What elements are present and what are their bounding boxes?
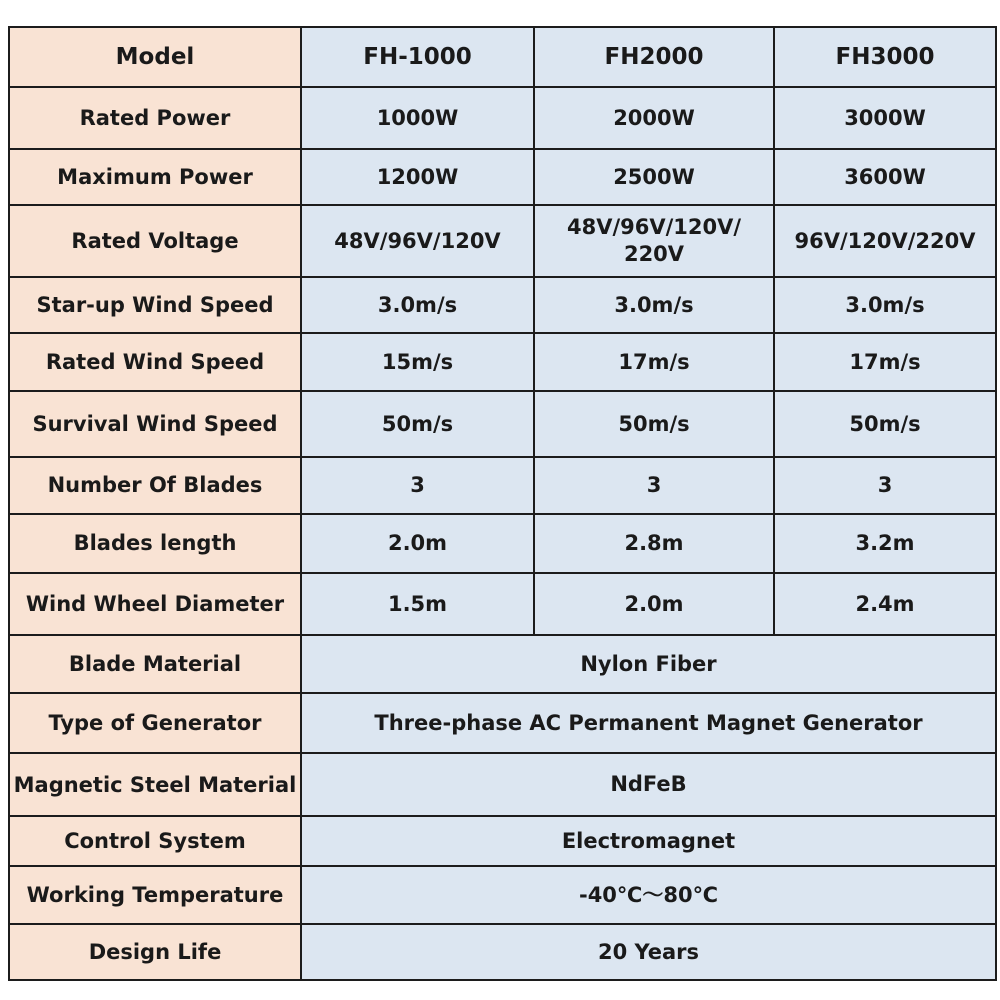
- table-row-rated-voltage: [9, 205, 996, 277]
- table-row-control-system: [9, 816, 996, 866]
- row-label: Rated Voltage: [9, 205, 301, 277]
- table-header-row: [9, 27, 996, 87]
- row-value-fh2000: 2500W: [534, 149, 774, 205]
- table-row-blades-length: [9, 514, 996, 573]
- row-label: Number Of Blades: [9, 457, 301, 514]
- table-row-number-of-blades: [9, 457, 996, 514]
- row-value-fh2000: 50m/s: [534, 391, 774, 457]
- row-value-fh2000: 17m/s: [534, 333, 774, 391]
- row-label: Design Life: [9, 924, 301, 980]
- row-label: Type of Generator: [9, 693, 301, 753]
- spec-table: [8, 26, 997, 981]
- row-value-fh1000: 1200W: [301, 149, 534, 205]
- row-value-merged: Electromagnet: [301, 816, 996, 866]
- row-label: Wind Wheel Diameter: [9, 573, 301, 635]
- table-row-survival-wind-speed: [9, 391, 996, 457]
- header-model-fh1000: FH-1000: [301, 27, 534, 87]
- row-label: Maximum Power: [9, 149, 301, 205]
- row-value-merged: Three-phase AC Permanent Magnet Generator: [301, 693, 996, 753]
- row-label: Working Temperature: [9, 866, 301, 924]
- row-label: Rated Wind Speed: [9, 333, 301, 391]
- row-value-fh1000: 1000W: [301, 87, 534, 149]
- header-model-fh3000: FH3000: [774, 27, 996, 87]
- row-value-fh2000: 3: [534, 457, 774, 514]
- row-value-fh3000: 3.0m/s: [774, 277, 996, 333]
- row-value-fh1000: 15m/s: [301, 333, 534, 391]
- header-model-fh2000: FH2000: [534, 27, 774, 87]
- row-value-merged: -40℃～80℃: [301, 866, 996, 924]
- row-label: Control System: [9, 816, 301, 866]
- row-label: Star-up Wind Speed: [9, 277, 301, 333]
- table-row-maximum-power: [9, 149, 996, 205]
- table-row-wind-wheel-diameter: [9, 573, 996, 635]
- row-value-fh3000: 3: [774, 457, 996, 514]
- spec-table-container: [8, 26, 997, 981]
- table-row-rated-power: [9, 87, 996, 149]
- row-value-fh3000: 50m/s: [774, 391, 996, 457]
- row-label: Magnetic Steel Material: [9, 753, 301, 816]
- row-value-fh3000: 96V/120V/220V: [774, 205, 996, 277]
- row-value-fh1000: 3.0m/s: [301, 277, 534, 333]
- row-label: Rated Power: [9, 87, 301, 149]
- row-value-fh3000: 2.4m: [774, 573, 996, 635]
- table-row-blade-material: [9, 635, 996, 693]
- row-value-fh3000: 3600W: [774, 149, 996, 205]
- table-row-magnetic-steel-material: [9, 753, 996, 816]
- row-value-fh1000: 2.0m: [301, 514, 534, 573]
- row-label: Blade Material: [9, 635, 301, 693]
- header-label-model: Model: [9, 27, 301, 87]
- table-row-startup-wind-speed: [9, 277, 996, 333]
- row-value-merged: NdFeB: [301, 753, 996, 816]
- row-value-merged: 20 Years: [301, 924, 996, 980]
- table-row-type-of-generator: [9, 693, 996, 753]
- row-value-merged: Nylon Fiber: [301, 635, 996, 693]
- row-value-fh1000: 1.5m: [301, 573, 534, 635]
- row-label: Survival Wind Speed: [9, 391, 301, 457]
- row-value-fh3000: 3.2m: [774, 514, 996, 573]
- table-row-rated-wind-speed: [9, 333, 996, 391]
- row-value-fh1000: 50m/s: [301, 391, 534, 457]
- table-row-working-temperature: [9, 866, 996, 924]
- row-value-fh3000: 17m/s: [774, 333, 996, 391]
- row-label: Blades length: [9, 514, 301, 573]
- row-value-fh3000: 3000W: [774, 87, 996, 149]
- row-value-fh1000: 3: [301, 457, 534, 514]
- row-value-fh2000: 2.0m: [534, 573, 774, 635]
- row-value-fh2000: 48V/96V/120V/ 220V: [534, 205, 774, 277]
- row-value-fh1000: 48V/96V/120V: [301, 205, 534, 277]
- row-value-fh2000: 2000W: [534, 87, 774, 149]
- row-value-fh2000: 2.8m: [534, 514, 774, 573]
- row-value-fh2000: 3.0m/s: [534, 277, 774, 333]
- table-row-design-life: [9, 924, 996, 980]
